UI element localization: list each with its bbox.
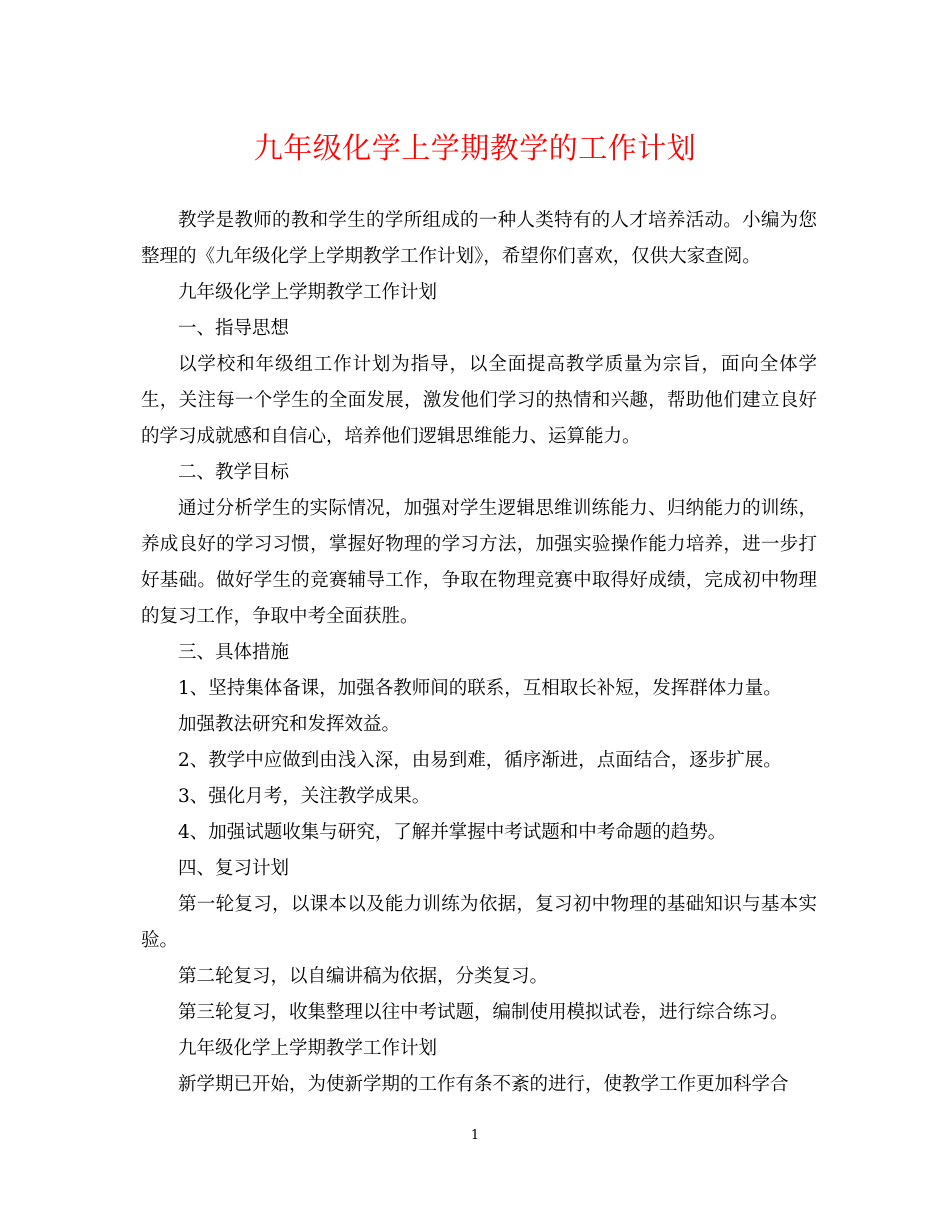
paragraph-measure-4: 4、加强试题收集与研究，了解并掌握中考试题和中考命题的趋势。 bbox=[178, 822, 727, 843]
paragraph-review-round-2: 第二轮复习，以自编讲稿为依据，分类复习。 bbox=[178, 966, 549, 987]
heading-review-plan: 四、复习计划 bbox=[178, 858, 290, 879]
paragraph-intro: 教学是教师的教和学生的学所组成的一种人类特有的人才培养活动。小编为您整理的《九年级化学上学期教学工作计划》，希望你们喜欢，仅供大家查阅。 bbox=[141, 210, 817, 267]
paragraph-subtitle-2: 九年级化学上学期教学工作计划 bbox=[178, 1038, 438, 1059]
paragraph-teaching-goals: 通过分析学生的实际情况，加强对学生逻辑思维训练能力、归纳能力的训练，养成良好的学习习惯，掌握好物理的学习方法，加强实验操作能力培养，进一步打好基础。做好学生的竞赛辅导工作，争取在物理竞赛中取得好成绩，完成初中物理的复习工作，争取中考全面获胜。 bbox=[141, 498, 817, 627]
page-number: 1 bbox=[470, 1128, 480, 1143]
heading-specific-measures: 三、具体措施 bbox=[178, 642, 290, 663]
paragraph-review-round-1: 第一轮复习，以课本以及能力训练为依据，复习初中物理的基础知识与基本实验。 bbox=[141, 894, 817, 951]
paragraph-measure-1-cont: 加强教法研究和发挥效益。 bbox=[178, 714, 401, 735]
heading-guiding-ideology: 一、指导思想 bbox=[178, 318, 290, 339]
paragraph-subtitle: 九年级化学上学期教学工作计划 bbox=[178, 282, 438, 303]
paragraph-review-round-3: 第三轮复习，收集整理以往中考试题，编制使用模拟试卷，进行综合练习。 bbox=[178, 1002, 789, 1023]
document-title: 九年级化学上学期教学的工作计划 bbox=[253, 131, 697, 165]
paragraph-new-semester: 新学期已开始，为使新学期的工作有条不紊的进行，使教学工作更加科学合 bbox=[178, 1074, 789, 1095]
paragraph-measure-3: 3、强化月考，关注教学成果。 bbox=[178, 786, 431, 807]
paragraph-measure-1: 1、坚持集体备课，加强各教师间的联系，互相取长补短，发挥群体力量。 bbox=[178, 678, 782, 699]
paragraph-measure-2: 2、教学中应做到由浅入深，由易到难，循序渐进，点面结合，逐步扩展。 bbox=[178, 750, 782, 771]
document-body bbox=[141, 203, 817, 1103]
paragraph-guiding-ideology: 以学校和年级组工作计划为指导，以全面提高教学质量为宗旨，面向全体学生，关注每一个学生的全面发展，激发他们学习的热情和兴趣，帮助他们建立良好的学习成就感和自信心，培养他们逻辑思维能力、运算能力。 bbox=[141, 354, 817, 447]
heading-teaching-goals: 二、教学目标 bbox=[178, 462, 290, 483]
